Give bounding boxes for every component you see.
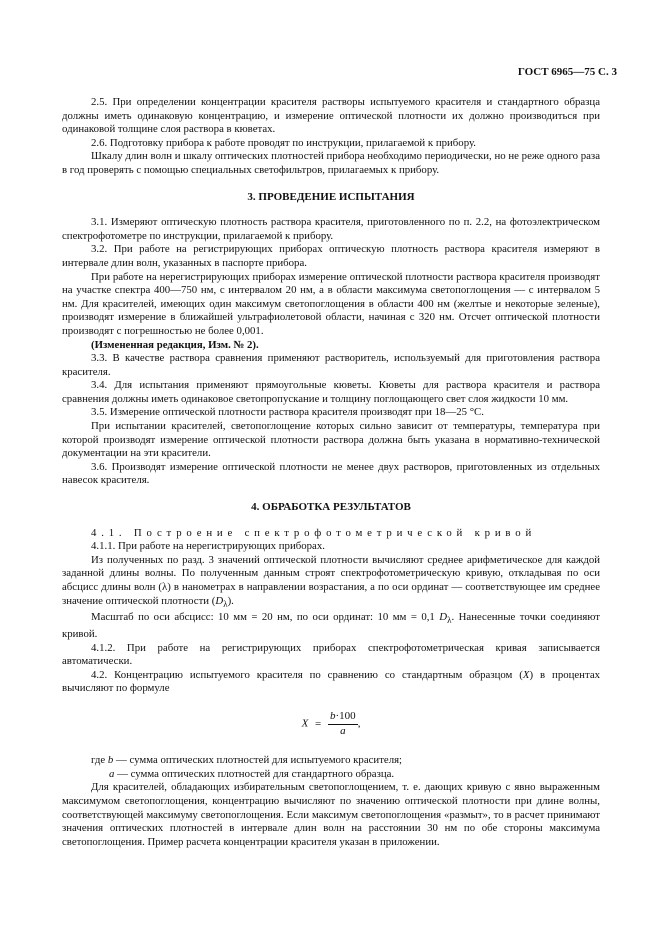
- formula-numerator: [328, 710, 358, 725]
- clause-4-1-2: 4.1.2. При работе на регистрирующих приборах спектрофотометрическая кривая записывается автоматически.: [62, 641, 600, 668]
- scale-text: Масштаб по оси абсцисс: 10 мм = 20 нм, по оси ординат: 10 мм = 0,1: [91, 611, 440, 624]
- clause-3-4: 3.4. Для испытания применяют прямоугольные кюветы. Кюветы для раствора красителя и раствора сравнения должны иметь одинаковое светопропускание и толщину поглощающего свет слоя жидкости 10 мм.: [62, 379, 600, 405]
- formula-eq: =: [315, 717, 322, 730]
- legend-b-var: b: [107, 754, 114, 767]
- clause-4-2-selective: Для красителей, обладающих избирательным светопоглощением, т. е. дающих кривую с явно выраженным максимумом светопоглощения, концентрацию вычисляют по значению оптической плотности при длине волны, соответствующей максимуму светопоглощения. Если максимум светопоглощения «размыт», то в расчет принимают значения оптических плотностей в интервале длин волн на расстоянии 30 нм по обе стороны максимума светопоглощения. Пример расчета концентрации красителя указан в приложении.: [62, 781, 600, 848]
- optical-density-symbol: D: [215, 594, 224, 607]
- legend-a: [62, 768, 600, 782]
- clause-3-5-temperature: При испытании красителей, светопоглощение которых сильно зависит от температуры, температура при которой производят измерение оптической плотности раствора должна быть указана в нормативно-технической документации на эти красители.: [62, 420, 600, 460]
- section-4-title: 4. ОБРАБОТКА РЕЗУЛЬТАТОВ: [251, 501, 411, 514]
- legend-b-pre: где: [91, 754, 108, 767]
- scale-lambda-subscript: λ: [447, 615, 452, 626]
- scale-text-end: . Нанесенные точки соединяют кривой.: [62, 611, 600, 641]
- clause-3-2: 3.2. При работе на регистрирующих приборах оптическую плотность раствора красителя измеряют в интервале длин волн, указанных в паспорте прибора.: [62, 243, 600, 269]
- document-body: [62, 96, 600, 849]
- clause-scale: [62, 611, 600, 641]
- lambda-subscript: λ: [223, 598, 228, 609]
- clause-4-1-1-procedure: [62, 554, 600, 612]
- legend-a-var: a: [109, 767, 115, 780]
- procedure-text-end: ).: [227, 594, 234, 607]
- formula-fraction: [328, 710, 358, 738]
- clause-3-2-nonrecording: При работе на нерегистрирующих приборах измерение оптической плотности раствора красителя производят на участке спектра 400—750 нм, с интервалом 20 нм, а в области максимума светопоглощения — с интервалом 5 нм. Для красителей, имеющих один максимум светопоглощения в области 400 нм (желтые и некоторые зеленые), производят измерение в ближайшей ультрафиолетовой области, начиная с 320 нм. Отсчет оптической плотности производят с погрешностью не более 0,001.: [62, 270, 600, 337]
- x-symbol: X: [522, 668, 530, 681]
- clause-4-2-text-end: ) в процентах вычисляют по формуле: [62, 668, 601, 695]
- formula-denominator: a: [340, 724, 346, 737]
- clause-4-2-text: 4.2. Концентрацию испытуемого красителя по сравнению со стандартным образцом (: [91, 668, 523, 681]
- section-3-title: 3. ПРОВЕДЕНИЕ ИСПЫТАНИЯ: [247, 190, 415, 203]
- legend-b-text: — сумма оптических плотностей для испытуемого красителя;: [113, 754, 403, 767]
- clause-3-6: 3.6. Производят измерение оптической плотности не менее двух растворов, приготовленных из отдельных навесок красителя.: [62, 460, 600, 487]
- legend-a-text: — сумма оптических плотностей для стандартного образца.: [114, 767, 395, 780]
- formula-num-var: b: [330, 710, 336, 723]
- clause-3-3: 3.3. В качестве раствора сравнения применяют растворитель, используемый для приготовления раствора красителя.: [62, 352, 600, 378]
- clause-2-6-scales: Шкалу длин волн и шкалу оптических плотностей прибора необходимо периодически, но не реже одного раза в год проверять с помощью специальных светофильтров, прилагаемых к прибору.: [62, 150, 600, 176]
- clause-4-1-1: 4.1.1. При работе на нерегистрирующих приборах.: [91, 540, 325, 553]
- scale-d-symbol: D: [439, 611, 448, 624]
- legend-b: [62, 754, 600, 768]
- page-header: ГОСТ 6965—75 С. 3: [517, 66, 617, 78]
- clause-2-5: 2.5. При определении концентрации красителя растворы испытуемого красителя и стандартного образца должны иметь одинаковую концентрацию, и измерение оптической плотности их должно производиться при одинаковой толщине слоя раствора в кюветах.: [62, 96, 600, 136]
- concentration-formula: [62, 710, 600, 738]
- clause-4-1: 4.1. Построение спектрофотометрической кривой: [91, 526, 537, 539]
- formula-num-rest: ·100: [335, 710, 356, 723]
- formula-lhs: X: [301, 717, 309, 730]
- procedure-text: Из полученных по разд. 3 значений оптической плотности вычисляют среднее арифметическое для каждой заданной длины волны. По полученным данным строят спектрофотометрическую кривую, откладывая по оси абсцисс длины волн (λ) в нанометрах в направлении возрастания, а по оси ординат — соответствующее им среднее значение оптической плотности (: [62, 553, 600, 607]
- clause-3-1: 3.1. Измеряют оптическую плотность раствора красителя, приготовленного по п. 2.2, на фотоэлектрическом спектрофотометре по инструкции, прилагаемой к прибору.: [62, 216, 600, 242]
- formula-legend: [62, 754, 600, 781]
- formula-tail: ,: [357, 717, 361, 730]
- revision-note: (Измененная редакция, Изм. № 2).: [91, 338, 259, 351]
- clause-3-5: 3.5. Измерение оптической плотности раствора красителя производят при 18—25 °С.: [91, 406, 484, 419]
- clause-4-2: [62, 669, 600, 696]
- clause-2-6: 2.6. Подготовку прибора к работе проводят по инструкции, прилагаемой к прибору.: [91, 136, 476, 149]
